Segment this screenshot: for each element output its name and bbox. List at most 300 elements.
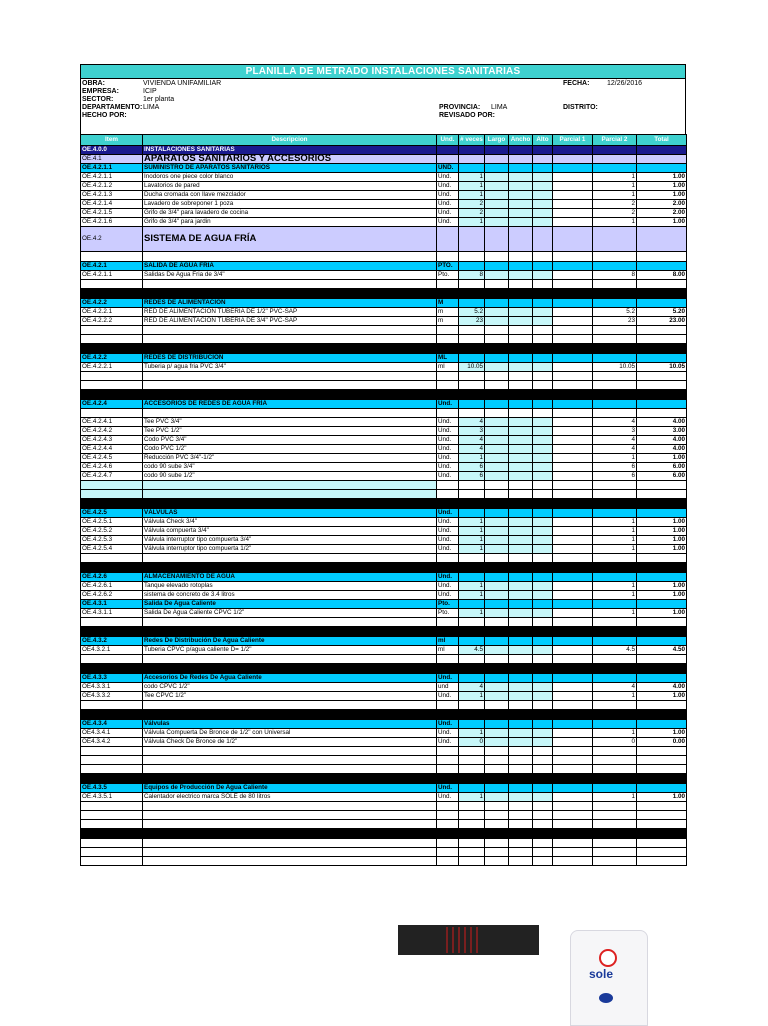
cell-parcial-2[interactable] bbox=[593, 499, 637, 509]
cell-item[interactable]: OE.4.2.5.3 bbox=[81, 536, 143, 545]
cell-alto[interactable] bbox=[533, 563, 553, 573]
cell-parcial-2[interactable] bbox=[593, 784, 637, 793]
departamento-value[interactable]: LIMA bbox=[143, 104, 160, 111]
cell-und[interactable] bbox=[437, 326, 459, 335]
cell-veces[interactable] bbox=[459, 155, 485, 164]
cell-descripcion[interactable]: Equipos de Producción De Agua Caliente bbox=[143, 784, 437, 793]
cell-ancho[interactable] bbox=[509, 811, 533, 820]
cell-ancho[interactable] bbox=[509, 490, 533, 499]
cell-descripcion[interactable] bbox=[143, 627, 437, 637]
cell-parcial-2[interactable] bbox=[593, 774, 637, 784]
cell-descripcion[interactable] bbox=[143, 664, 437, 674]
cell-und[interactable] bbox=[437, 227, 459, 252]
cell-veces[interactable]: 0 bbox=[459, 738, 485, 747]
cell-total[interactable]: 1.00 bbox=[637, 218, 687, 227]
cell-ancho[interactable] bbox=[509, 463, 533, 472]
cell-veces[interactable] bbox=[459, 481, 485, 490]
cell-descripcion[interactable]: codo 90 sube 1/2" bbox=[143, 472, 437, 481]
cell-total[interactable] bbox=[637, 335, 687, 344]
cell-parcial-1[interactable] bbox=[553, 701, 593, 710]
cell-largo[interactable] bbox=[485, 655, 509, 664]
cell-item[interactable] bbox=[81, 765, 143, 774]
cell-parcial-2[interactable] bbox=[593, 509, 637, 518]
cell-veces[interactable]: 8 bbox=[459, 271, 485, 280]
cell-alto[interactable] bbox=[533, 490, 553, 499]
cell-parcial-1[interactable] bbox=[553, 354, 593, 363]
cell-und[interactable]: Und. bbox=[437, 793, 459, 802]
cell-total[interactable] bbox=[637, 155, 687, 164]
cell-descripcion[interactable] bbox=[143, 829, 437, 839]
cell-total[interactable]: 6.00 bbox=[637, 472, 687, 481]
cell-item[interactable] bbox=[81, 756, 143, 765]
cell-veces[interactable] bbox=[459, 381, 485, 390]
cell-parcial-1[interactable] bbox=[553, 280, 593, 289]
cell-parcial-1[interactable] bbox=[553, 418, 593, 427]
cell-largo[interactable] bbox=[485, 363, 509, 372]
cell-item[interactable] bbox=[81, 326, 143, 335]
cell-total[interactable]: 1.00 bbox=[637, 609, 687, 618]
cell-item[interactable] bbox=[81, 627, 143, 637]
cell-ancho[interactable] bbox=[509, 509, 533, 518]
cell-und[interactable]: Und. bbox=[437, 582, 459, 591]
cell-parcial-1[interactable] bbox=[553, 409, 593, 418]
cell-parcial-2[interactable] bbox=[593, 627, 637, 637]
cell-und[interactable]: Und. bbox=[437, 191, 459, 200]
cell-alto[interactable] bbox=[533, 335, 553, 344]
cell-und[interactable] bbox=[437, 774, 459, 784]
cell-veces[interactable] bbox=[459, 710, 485, 720]
cell-parcial-2[interactable] bbox=[593, 481, 637, 490]
cell-und[interactable] bbox=[437, 710, 459, 720]
cell-largo[interactable] bbox=[485, 563, 509, 573]
cell-descripcion[interactable]: Redes De Distribución De Agua Caliente bbox=[143, 637, 437, 646]
cell-descripcion[interactable] bbox=[143, 409, 437, 418]
cell-veces[interactable]: 1 bbox=[459, 692, 485, 701]
cell-largo[interactable] bbox=[485, 839, 509, 848]
cell-total[interactable] bbox=[637, 573, 687, 582]
cell-parcial-2[interactable] bbox=[593, 155, 637, 164]
cell-ancho[interactable] bbox=[509, 409, 533, 418]
cell-descripcion[interactable] bbox=[143, 701, 437, 710]
cell-parcial-2[interactable]: 1 bbox=[593, 218, 637, 227]
cell-und[interactable] bbox=[437, 554, 459, 563]
cell-alto[interactable] bbox=[533, 664, 553, 674]
cell-und[interactable] bbox=[437, 627, 459, 637]
cell-item[interactable]: OE.4.2.1.2 bbox=[81, 182, 143, 191]
cell-parcial-2[interactable]: 6 bbox=[593, 472, 637, 481]
cell-total[interactable] bbox=[637, 784, 687, 793]
cell-alto[interactable] bbox=[533, 710, 553, 720]
cell-und[interactable] bbox=[437, 618, 459, 627]
cell-descripcion[interactable]: Codo PVC 3/4" bbox=[143, 436, 437, 445]
cell-total[interactable]: 3.00 bbox=[637, 427, 687, 436]
cell-parcial-1[interactable] bbox=[553, 857, 593, 866]
cell-ancho[interactable] bbox=[509, 227, 533, 252]
cell-descripcion[interactable] bbox=[143, 618, 437, 627]
cell-item[interactable]: OE4.3.4.2 bbox=[81, 738, 143, 747]
cell-alto[interactable] bbox=[533, 518, 553, 527]
cell-parcial-2[interactable] bbox=[593, 573, 637, 582]
cell-parcial-2[interactable]: 1 bbox=[593, 182, 637, 191]
cell-total[interactable] bbox=[637, 262, 687, 271]
cell-veces[interactable] bbox=[459, 509, 485, 518]
cell-descripcion[interactable]: Tuberia p/ agua fria PVC 3/4" bbox=[143, 363, 437, 372]
cell-parcial-2[interactable] bbox=[593, 829, 637, 839]
cell-alto[interactable] bbox=[533, 499, 553, 509]
cell-und[interactable] bbox=[437, 857, 459, 866]
sector-value[interactable]: 1er planta bbox=[143, 96, 175, 103]
cell-und[interactable]: Und. bbox=[437, 182, 459, 191]
cell-largo[interactable] bbox=[485, 146, 509, 155]
cell-veces[interactable] bbox=[459, 811, 485, 820]
cell-descripcion[interactable] bbox=[143, 710, 437, 720]
cell-largo[interactable] bbox=[485, 774, 509, 784]
cell-descripcion[interactable]: RED DE ALIMENTACIÓN TUBERIA DE 1/2" PVC-SAP bbox=[143, 308, 437, 317]
cell-total[interactable] bbox=[637, 490, 687, 499]
cell-total[interactable]: 23.00 bbox=[637, 317, 687, 326]
cell-und[interactable] bbox=[437, 765, 459, 774]
cell-parcial-2[interactable]: 4 bbox=[593, 436, 637, 445]
cell-veces[interactable]: 10.05 bbox=[459, 363, 485, 372]
cell-parcial-1[interactable] bbox=[553, 308, 593, 317]
cell-und[interactable] bbox=[437, 335, 459, 344]
cell-ancho[interactable] bbox=[509, 747, 533, 756]
cell-parcial-1[interactable] bbox=[553, 820, 593, 829]
cell-parcial-1[interactable] bbox=[553, 445, 593, 454]
cell-und[interactable]: Und. bbox=[437, 209, 459, 218]
cell-veces[interactable] bbox=[459, 774, 485, 784]
cell-total[interactable] bbox=[637, 409, 687, 418]
cell-total[interactable]: 4.00 bbox=[637, 418, 687, 427]
cell-parcial-2[interactable] bbox=[593, 299, 637, 308]
cell-descripcion[interactable]: Reducción PVC 3/4"-1/2" bbox=[143, 454, 437, 463]
cell-veces[interactable]: 6 bbox=[459, 472, 485, 481]
cell-veces[interactable] bbox=[459, 563, 485, 573]
cell-descripcion[interactable] bbox=[143, 335, 437, 344]
cell-veces[interactable] bbox=[459, 490, 485, 499]
cell-largo[interactable] bbox=[485, 164, 509, 173]
cell-ancho[interactable] bbox=[509, 527, 533, 536]
cell-parcial-1[interactable] bbox=[553, 618, 593, 627]
cell-item[interactable] bbox=[81, 811, 143, 820]
cell-alto[interactable] bbox=[533, 646, 553, 655]
cell-veces[interactable]: 4 bbox=[459, 445, 485, 454]
cell-alto[interactable] bbox=[533, 191, 553, 200]
cell-alto[interactable] bbox=[533, 848, 553, 857]
cell-alto[interactable] bbox=[533, 354, 553, 363]
cell-parcial-2[interactable] bbox=[593, 747, 637, 756]
cell-ancho[interactable] bbox=[509, 756, 533, 765]
cell-parcial-1[interactable] bbox=[553, 646, 593, 655]
cell-veces[interactable]: 1 bbox=[459, 191, 485, 200]
cell-descripcion[interactable]: Grifo de 3/4" para lavadero de cocina bbox=[143, 209, 437, 218]
cell-und[interactable] bbox=[437, 839, 459, 848]
cell-descripcion[interactable] bbox=[143, 381, 437, 390]
cell-descripcion[interactable]: Tee PVC 3/4" bbox=[143, 418, 437, 427]
cell-parcial-2[interactable] bbox=[593, 710, 637, 720]
cell-item[interactable]: OE.4.2.4.7 bbox=[81, 472, 143, 481]
cell-largo[interactable] bbox=[485, 720, 509, 729]
cell-total[interactable] bbox=[637, 400, 687, 409]
cell-und[interactable] bbox=[437, 499, 459, 509]
cell-total[interactable] bbox=[637, 554, 687, 563]
cell-ancho[interactable] bbox=[509, 299, 533, 308]
cell-parcial-2[interactable]: 1 bbox=[593, 793, 637, 802]
cell-alto[interactable] bbox=[533, 372, 553, 381]
cell-parcial-2[interactable] bbox=[593, 164, 637, 173]
cell-alto[interactable] bbox=[533, 655, 553, 664]
cell-parcial-1[interactable] bbox=[553, 209, 593, 218]
cell-parcial-2[interactable] bbox=[593, 674, 637, 683]
fecha-value[interactable]: 12/26/2016 bbox=[607, 80, 643, 87]
cell-total[interactable] bbox=[637, 802, 687, 811]
cell-largo[interactable] bbox=[485, 573, 509, 582]
cell-parcial-2[interactable] bbox=[593, 820, 637, 829]
cell-parcial-2[interactable]: 1 bbox=[593, 173, 637, 182]
cell-alto[interactable] bbox=[533, 729, 553, 738]
cell-total[interactable] bbox=[637, 354, 687, 363]
cell-descripcion[interactable]: ALMACENAMIENTO DE AGUA bbox=[143, 573, 437, 582]
cell-veces[interactable] bbox=[459, 344, 485, 354]
cell-parcial-2[interactable]: 1 bbox=[593, 609, 637, 618]
cell-ancho[interactable] bbox=[509, 390, 533, 400]
cell-parcial-1[interactable] bbox=[553, 839, 593, 848]
cell-descripcion[interactable]: Válvula Compuerta De Bronce de 1/2" con Universal bbox=[143, 729, 437, 738]
cell-total[interactable] bbox=[637, 774, 687, 784]
cell-veces[interactable] bbox=[459, 390, 485, 400]
cell-ancho[interactable] bbox=[509, 218, 533, 227]
cell-total[interactable] bbox=[637, 381, 687, 390]
cell-parcial-1[interactable] bbox=[553, 472, 593, 481]
cell-largo[interactable] bbox=[485, 418, 509, 427]
cell-item[interactable]: OE.4.2.4.1 bbox=[81, 418, 143, 427]
cell-ancho[interactable] bbox=[509, 563, 533, 573]
cell-und[interactable]: ml bbox=[437, 646, 459, 655]
cell-alto[interactable] bbox=[533, 418, 553, 427]
cell-item[interactable]: OE.4.2.5.1 bbox=[81, 518, 143, 527]
cell-veces[interactable]: 1 bbox=[459, 218, 485, 227]
cell-alto[interactable] bbox=[533, 209, 553, 218]
cell-ancho[interactable] bbox=[509, 436, 533, 445]
cell-parcial-1[interactable] bbox=[553, 793, 593, 802]
cell-und[interactable] bbox=[437, 252, 459, 262]
cell-veces[interactable]: 4 bbox=[459, 436, 485, 445]
cell-parcial-1[interactable] bbox=[553, 481, 593, 490]
cell-und[interactable]: ML bbox=[437, 354, 459, 363]
cell-parcial-2[interactable] bbox=[593, 765, 637, 774]
cell-item[interactable]: OE.4.1 bbox=[81, 155, 143, 164]
cell-und[interactable]: Pto. bbox=[437, 600, 459, 609]
cell-parcial-1[interactable] bbox=[553, 390, 593, 400]
cell-item[interactable]: OE4.3.4.1 bbox=[81, 729, 143, 738]
cell-descripcion[interactable]: Lavatorios de pared bbox=[143, 182, 437, 191]
cell-parcial-2[interactable]: 4 bbox=[593, 418, 637, 427]
cell-descripcion[interactable]: Calentador electrico marca SOLE de 80 litros bbox=[143, 793, 437, 802]
cell-und[interactable]: Und. bbox=[437, 674, 459, 683]
cell-parcial-2[interactable]: 4 bbox=[593, 683, 637, 692]
cell-alto[interactable] bbox=[533, 326, 553, 335]
cell-parcial-2[interactable] bbox=[593, 857, 637, 866]
cell-descripcion[interactable] bbox=[143, 811, 437, 820]
cell-descripcion[interactable] bbox=[143, 802, 437, 811]
cell-veces[interactable] bbox=[459, 280, 485, 289]
cell-largo[interactable] bbox=[485, 554, 509, 563]
cell-alto[interactable] bbox=[533, 720, 553, 729]
cell-total[interactable] bbox=[637, 820, 687, 829]
cell-total[interactable]: 10.05 bbox=[637, 363, 687, 372]
cell-veces[interactable] bbox=[459, 227, 485, 252]
cell-und[interactable]: Und. bbox=[437, 692, 459, 701]
cell-und[interactable] bbox=[437, 820, 459, 829]
cell-item[interactable]: OE.4.3.3 bbox=[81, 674, 143, 683]
cell-veces[interactable] bbox=[459, 600, 485, 609]
cell-parcial-2[interactable] bbox=[593, 400, 637, 409]
cell-veces[interactable] bbox=[459, 618, 485, 627]
cell-largo[interactable] bbox=[485, 747, 509, 756]
cell-largo[interactable] bbox=[485, 390, 509, 400]
cell-descripcion[interactable]: Salida De Agua Caliente CPVC 1/2" bbox=[143, 609, 437, 618]
cell-parcial-2[interactable]: 1 bbox=[593, 729, 637, 738]
cell-parcial-2[interactable]: 1 bbox=[593, 527, 637, 536]
cell-ancho[interactable] bbox=[509, 472, 533, 481]
cell-parcial-1[interactable] bbox=[553, 591, 593, 600]
cell-veces[interactable]: 4 bbox=[459, 683, 485, 692]
cell-parcial-2[interactable] bbox=[593, 848, 637, 857]
cell-parcial-1[interactable] bbox=[553, 527, 593, 536]
cell-descripcion[interactable] bbox=[143, 499, 437, 509]
cell-total[interactable] bbox=[637, 299, 687, 308]
cell-largo[interactable] bbox=[485, 701, 509, 710]
cell-item[interactable]: OE.4.2.1.3 bbox=[81, 191, 143, 200]
cell-parcial-1[interactable] bbox=[553, 710, 593, 720]
cell-parcial-1[interactable] bbox=[553, 400, 593, 409]
cell-item[interactable]: OE.4.2.1.1 bbox=[81, 173, 143, 182]
cell-alto[interactable] bbox=[533, 317, 553, 326]
cell-und[interactable] bbox=[437, 848, 459, 857]
cell-parcial-1[interactable] bbox=[553, 573, 593, 582]
cell-largo[interactable] bbox=[485, 738, 509, 747]
cell-parcial-2[interactable] bbox=[593, 811, 637, 820]
cell-ancho[interactable] bbox=[509, 839, 533, 848]
cell-item[interactable] bbox=[81, 554, 143, 563]
cell-parcial-2[interactable] bbox=[593, 344, 637, 354]
cell-item[interactable]: OE4.3.2.1 bbox=[81, 646, 143, 655]
cell-largo[interactable] bbox=[485, 173, 509, 182]
cell-descripcion[interactable] bbox=[143, 252, 437, 262]
cell-veces[interactable] bbox=[459, 262, 485, 271]
cell-alto[interactable] bbox=[533, 839, 553, 848]
cell-veces[interactable] bbox=[459, 848, 485, 857]
cell-descripcion[interactable]: Tee CPVC 1/2" bbox=[143, 692, 437, 701]
cell-item[interactable]: OE.4.2.1.1 bbox=[81, 271, 143, 280]
cell-item[interactable]: OE.4.2.1 bbox=[81, 262, 143, 271]
cell-largo[interactable] bbox=[485, 582, 509, 591]
cell-alto[interactable] bbox=[533, 774, 553, 784]
cell-und[interactable]: Pto. bbox=[437, 271, 459, 280]
cell-item[interactable] bbox=[81, 829, 143, 839]
cell-veces[interactable]: 1 bbox=[459, 793, 485, 802]
cell-parcial-2[interactable]: 1 bbox=[593, 591, 637, 600]
cell-parcial-2[interactable]: 2 bbox=[593, 200, 637, 209]
cell-total[interactable]: 1.00 bbox=[637, 454, 687, 463]
cell-largo[interactable] bbox=[485, 289, 509, 299]
cell-und[interactable]: Und. bbox=[437, 454, 459, 463]
cell-item[interactable]: OE.4.3.4 bbox=[81, 720, 143, 729]
cell-descripcion[interactable]: Accesorios De Redes De Agua Caliente bbox=[143, 674, 437, 683]
cell-alto[interactable] bbox=[533, 793, 553, 802]
cell-total[interactable]: 1.00 bbox=[637, 536, 687, 545]
cell-descripcion[interactable]: Salidas De Agua Fria de 3/4" bbox=[143, 271, 437, 280]
cell-largo[interactable] bbox=[485, 545, 509, 554]
cell-alto[interactable] bbox=[533, 683, 553, 692]
cell-parcial-2[interactable] bbox=[593, 262, 637, 271]
cell-parcial-2[interactable] bbox=[593, 372, 637, 381]
cell-alto[interactable] bbox=[533, 802, 553, 811]
cell-parcial-2[interactable] bbox=[593, 563, 637, 573]
cell-parcial-1[interactable] bbox=[553, 335, 593, 344]
cell-item[interactable]: OE.4.2.4 bbox=[81, 400, 143, 409]
cell-ancho[interactable] bbox=[509, 545, 533, 554]
cell-und[interactable] bbox=[437, 747, 459, 756]
cell-alto[interactable] bbox=[533, 445, 553, 454]
cell-total[interactable]: 4.00 bbox=[637, 436, 687, 445]
cell-item[interactable] bbox=[81, 701, 143, 710]
cell-parcial-1[interactable] bbox=[553, 729, 593, 738]
cell-parcial-2[interactable] bbox=[593, 227, 637, 252]
cell-parcial-1[interactable] bbox=[553, 627, 593, 637]
cell-parcial-1[interactable] bbox=[553, 692, 593, 701]
cell-parcial-2[interactable]: 10.05 bbox=[593, 363, 637, 372]
cell-parcial-1[interactable] bbox=[553, 774, 593, 784]
cell-veces[interactable] bbox=[459, 701, 485, 710]
cell-item[interactable]: OE.4.2.4.5 bbox=[81, 454, 143, 463]
cell-largo[interactable] bbox=[485, 326, 509, 335]
cell-descripcion[interactable]: Grifo de 3/4" para jardin bbox=[143, 218, 437, 227]
cell-parcial-1[interactable] bbox=[553, 227, 593, 252]
cell-ancho[interactable] bbox=[509, 326, 533, 335]
cell-largo[interactable] bbox=[485, 445, 509, 454]
cell-und[interactable]: ml bbox=[437, 637, 459, 646]
cell-ancho[interactable] bbox=[509, 637, 533, 646]
cell-alto[interactable] bbox=[533, 409, 553, 418]
cell-ancho[interactable] bbox=[509, 499, 533, 509]
cell-total[interactable] bbox=[637, 618, 687, 627]
cell-item[interactable]: OE.4.3.1.1 bbox=[81, 609, 143, 618]
cell-und[interactable] bbox=[437, 481, 459, 490]
cell-parcial-1[interactable] bbox=[553, 363, 593, 372]
cell-veces[interactable]: 5.2 bbox=[459, 308, 485, 317]
cell-und[interactable]: Und. bbox=[437, 573, 459, 582]
cell-parcial-1[interactable] bbox=[553, 252, 593, 262]
cell-parcial-2[interactable] bbox=[593, 289, 637, 299]
cell-veces[interactable] bbox=[459, 674, 485, 683]
cell-item[interactable]: OE.4.2.5 bbox=[81, 509, 143, 518]
cell-largo[interactable] bbox=[485, 200, 509, 209]
cell-parcial-1[interactable] bbox=[553, 554, 593, 563]
cell-alto[interactable] bbox=[533, 756, 553, 765]
cell-und[interactable]: M bbox=[437, 299, 459, 308]
cell-alto[interactable] bbox=[533, 289, 553, 299]
cell-parcial-1[interactable] bbox=[553, 317, 593, 326]
cell-ancho[interactable] bbox=[509, 738, 533, 747]
cell-item[interactable] bbox=[81, 344, 143, 354]
cell-ancho[interactable] bbox=[509, 664, 533, 674]
cell-item[interactable]: OE.4.3.2 bbox=[81, 637, 143, 646]
cell-und[interactable]: Und. bbox=[437, 418, 459, 427]
cell-item[interactable] bbox=[81, 747, 143, 756]
cell-largo[interactable] bbox=[485, 400, 509, 409]
cell-ancho[interactable] bbox=[509, 363, 533, 372]
